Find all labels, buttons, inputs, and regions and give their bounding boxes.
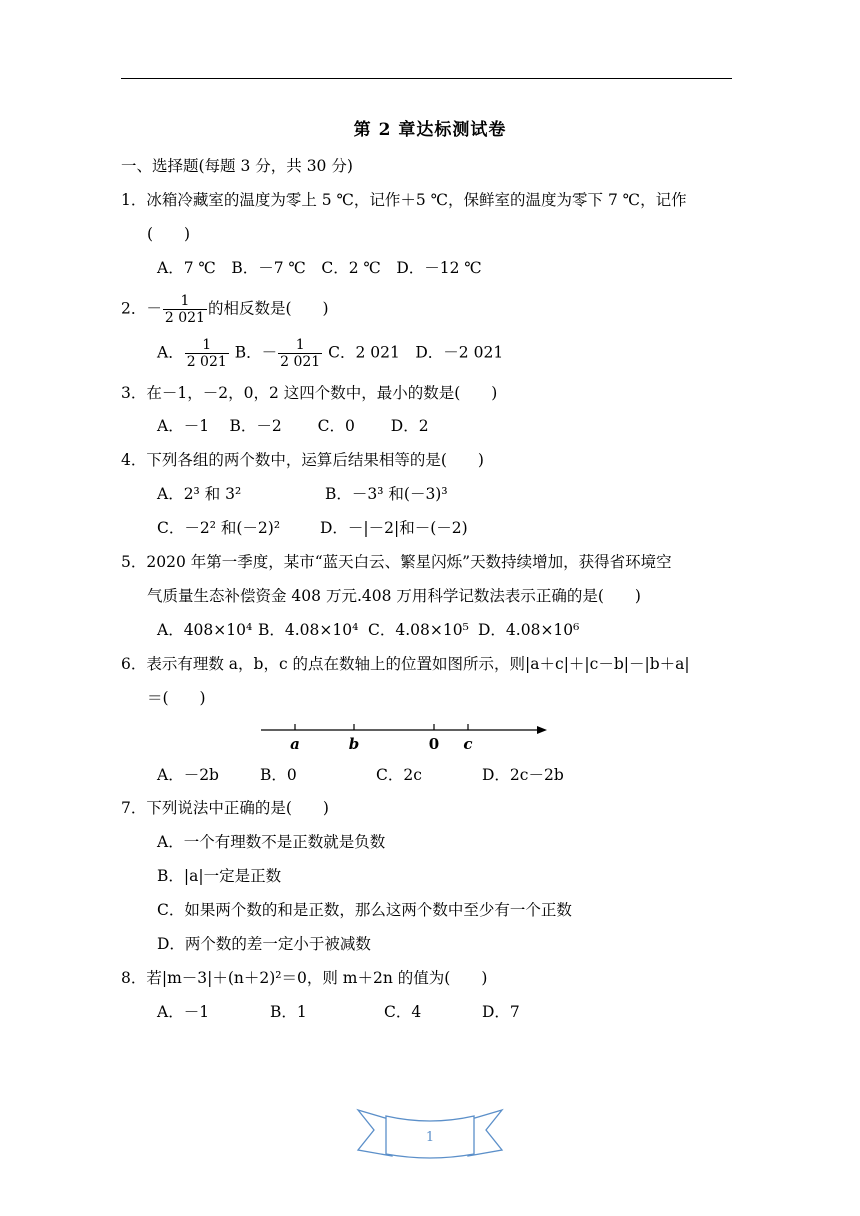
number-line-arrow	[537, 726, 547, 734]
number-line-figure	[259, 718, 549, 758]
q1-options: A．7 ℃ B．－7 ℃ C．2 ℃ D．－12 ℃	[157, 259, 482, 277]
q5-option-b: B．4.08×10⁴	[258, 621, 359, 639]
q4-option-c: C．－2² 和(－2)²	[157, 519, 281, 537]
q6-option-a: A．－2b	[157, 766, 219, 784]
q7-option-a: A．一个有理数不是正数就是负数	[157, 833, 386, 851]
q4-option-d: D．－|－2|和－(－2)	[320, 519, 468, 537]
q7-option-d: D．两个数的差一定小于被减数	[157, 935, 371, 953]
q3-options: A．－1 B．－2 C．0 D．2	[157, 417, 429, 435]
page-title: 第 2 章达标测试卷	[353, 120, 507, 140]
q3-stem: 3．在－1，－2，0，2 这四个数中，最小的数是( )	[121, 384, 498, 402]
q6-option-c: C．2c	[376, 766, 422, 784]
q2-suffix: 的相反数是( )	[207, 299, 329, 318]
q5-stem-continued: 气质量生态补偿资金 408 万元.408 万用科学记数法表示正确的是( )	[147, 587, 641, 605]
label-b: b	[348, 735, 360, 753]
q8-option-c: C．4	[384, 1003, 422, 1021]
section-heading: 一、选择题(每题 3 分，共 30 分)	[121, 157, 353, 175]
q6-option-b: B．0	[260, 766, 297, 784]
q8-option-d: D．7	[482, 1003, 520, 1021]
q4-stem: 4．下列各组的两个数中，运算后结果相等的是( )	[121, 451, 484, 469]
q5-option-c: C．4.08×10⁵	[368, 621, 469, 639]
q6-stem: 6．表示有理数 a，b，c 的点在数轴上的位置如图所示，则|a＋c|＋|c－b|－|b＋a|	[121, 655, 690, 673]
q7-stem: 7．下列说法中正确的是( )	[121, 799, 329, 817]
q1-blank: ( )	[147, 225, 191, 243]
page-number-ribbon	[356, 1106, 504, 1162]
header-rule	[121, 78, 732, 79]
q2-prefix: 2．－	[121, 299, 162, 318]
q8-option-b: B．1	[270, 1003, 307, 1021]
q1-stem: 1．冰箱冷藏室的温度为零上 5 ℃，记作＋5 ℃，保鲜室的温度为零下 7 ℃，记作	[121, 191, 687, 209]
q4-option-b: B．－3³ 和(－3)³	[325, 485, 448, 503]
q7-option-b: B．|a|一定是正数	[157, 867, 282, 885]
q8-stem: 8．若|m－3|＋(n＋2)²＝0，则 m＋2n 的值为( )	[121, 969, 488, 987]
q5-option-a: A．408×10⁴	[157, 621, 253, 639]
q2-optB-fraction: $\frac{1}{2 021}$	[280, 337, 321, 370]
q8-option-a: A．－1	[157, 1003, 210, 1021]
page-number: 1	[425, 1130, 435, 1145]
q2-optA-fraction: $\frac{1}{2 021}$	[186, 337, 227, 370]
q5-stem: 5．2020 年第一季度，某市“蓝天白云、繁星闪烁”天数持续增加，获得省环境空	[121, 553, 672, 571]
q7-option-c: C．如果两个数的和是正数，那么这两个数中至少有一个正数	[157, 901, 572, 919]
label-a: a	[290, 735, 300, 753]
q4-option-a: A．2³ 和 3²	[157, 485, 242, 503]
q2-fraction: $\frac{1}{2 021}$	[164, 293, 205, 326]
q2-stem	[121, 293, 329, 326]
q6-option-d: D．2c－2b	[482, 766, 564, 784]
q2-options: A． $\frac{1}{2 021}$ B．－ $\frac{1}{2 021}$ C．2 021 D．－2 021	[157, 337, 504, 370]
label-zero: 0	[428, 735, 440, 753]
label-c: c	[463, 735, 473, 753]
q5-option-d: D．4.08×10⁶	[478, 621, 580, 639]
q6-stem-continued: ＝( )	[147, 689, 206, 707]
